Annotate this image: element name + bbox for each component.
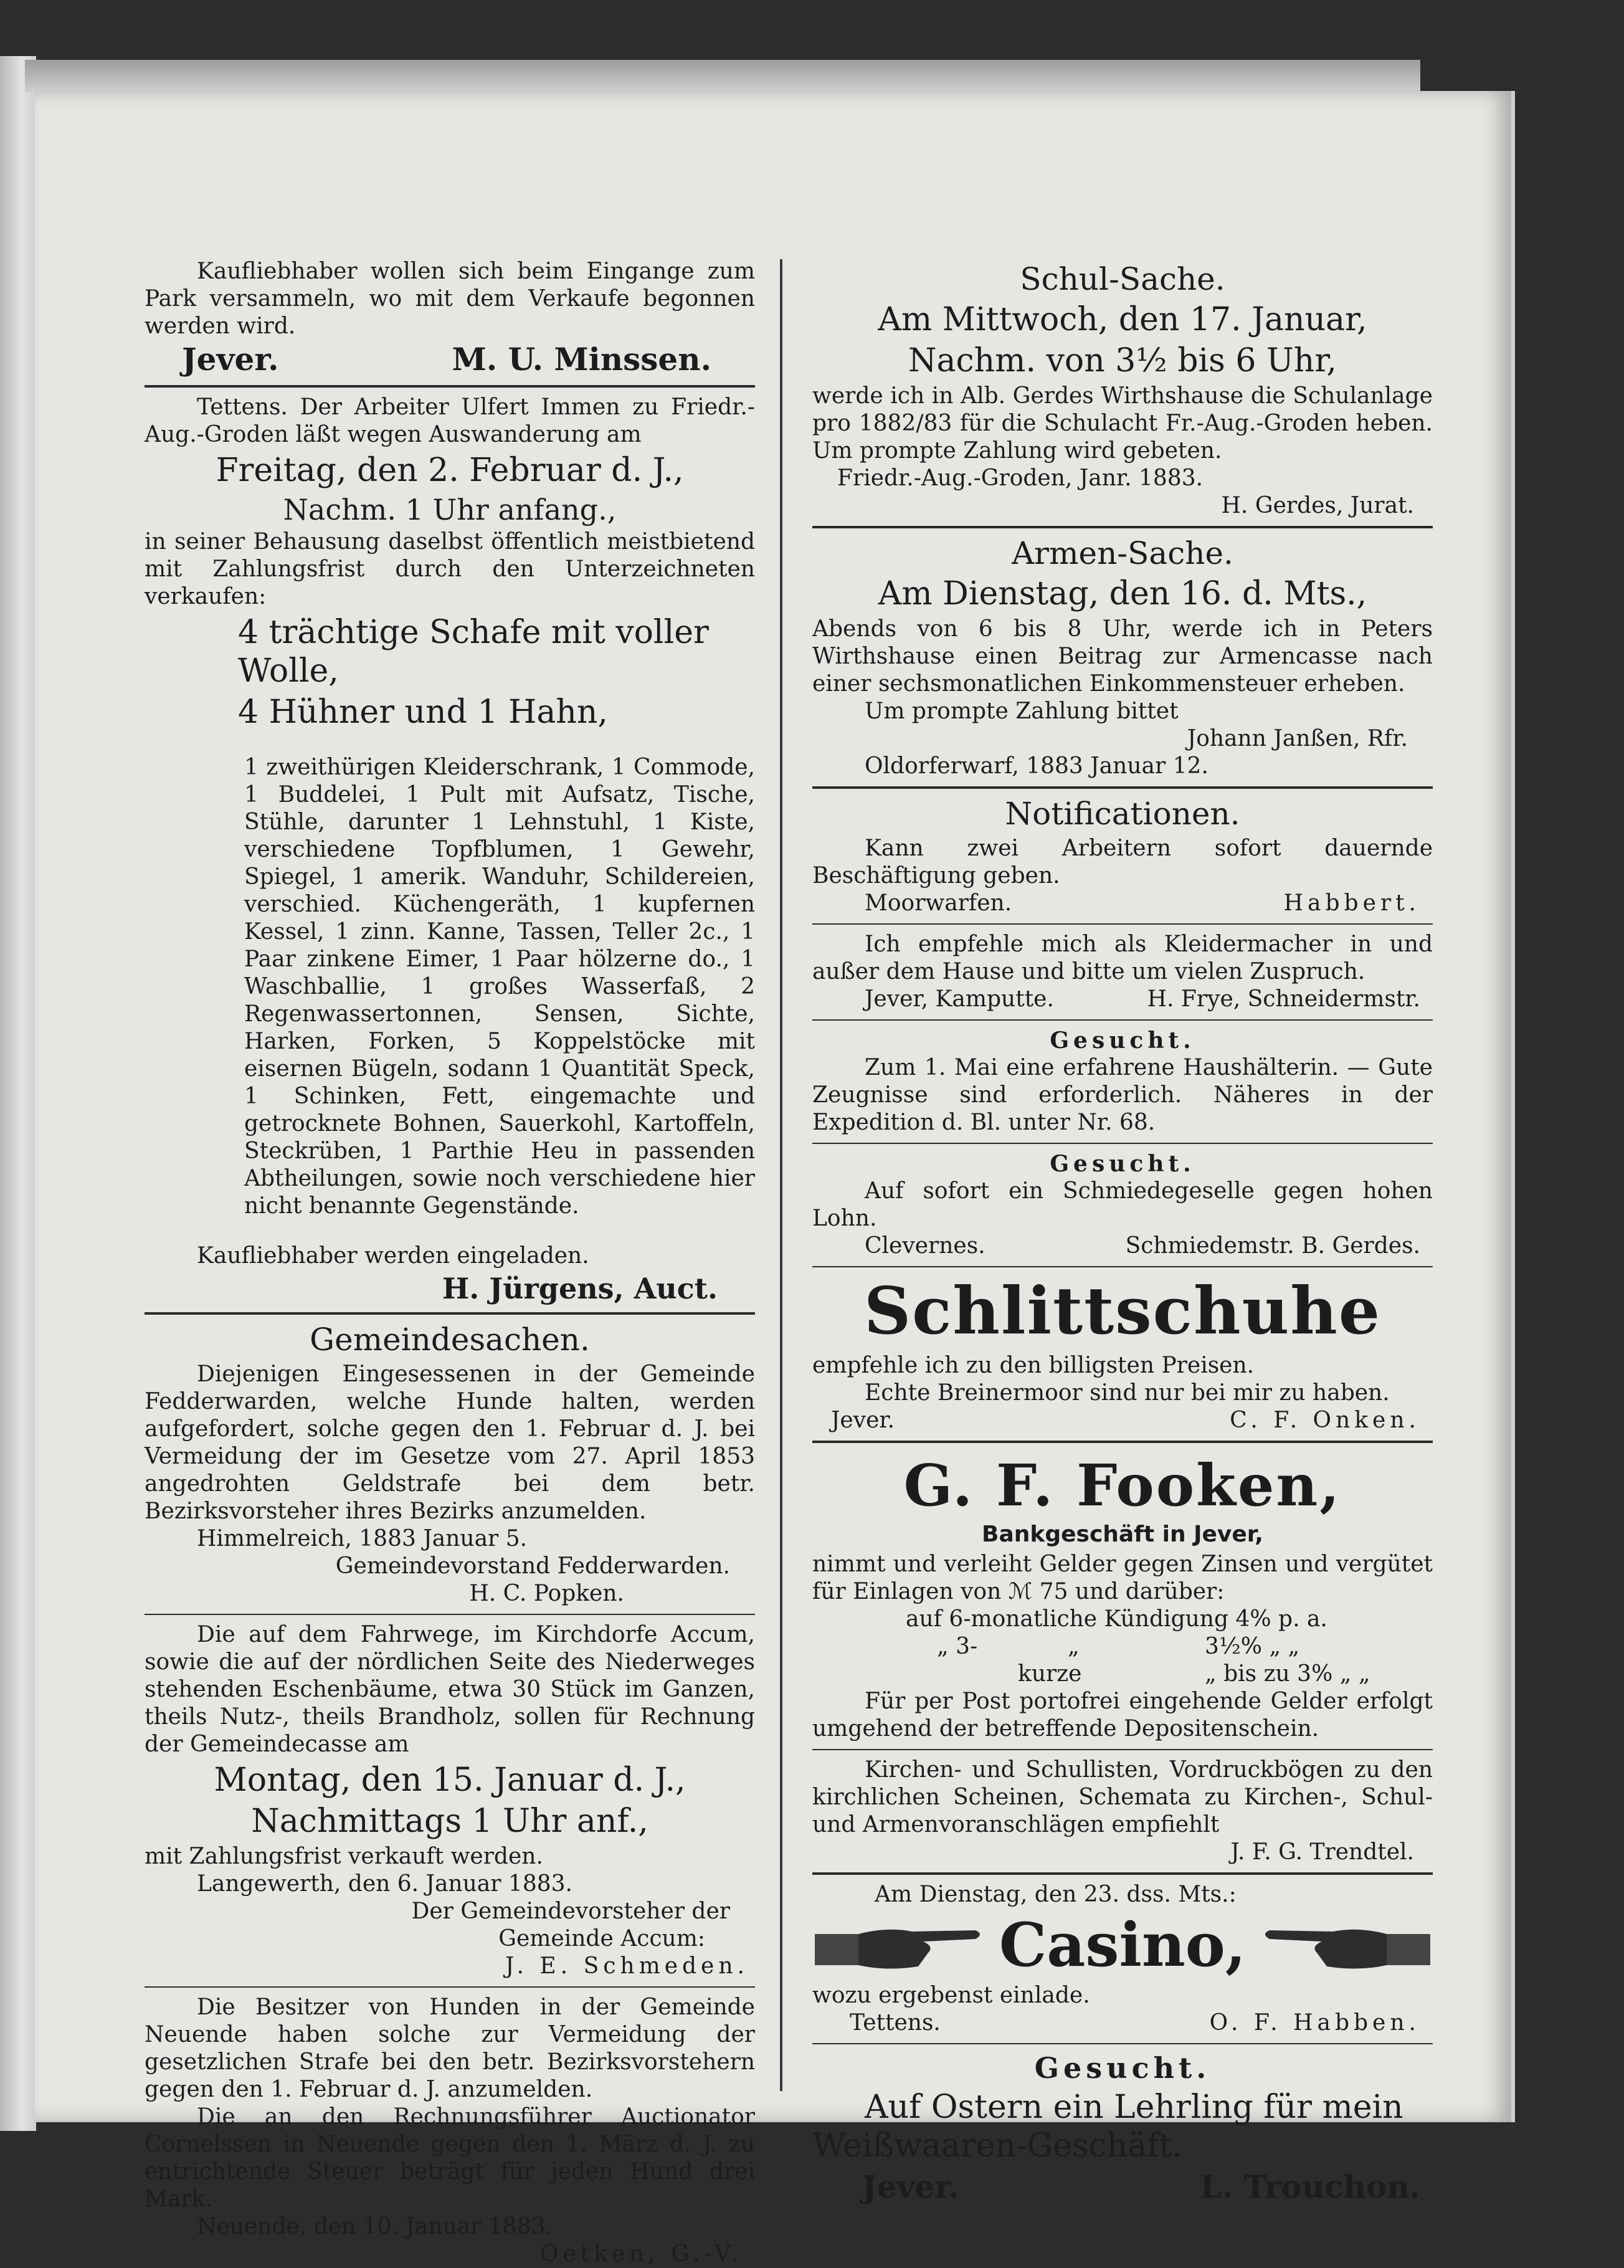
- rate-cell: „: [1068, 1634, 1080, 1659]
- casino-banner: [812, 1911, 1433, 1980]
- ad-time: Nachm. 1 Uhr anfang.,: [283, 493, 617, 526]
- left-column: [145, 258, 755, 2268]
- notice-signature: [812, 986, 1433, 1013]
- divider: [812, 1441, 1433, 1443]
- pointing-hand-left-icon: [1258, 1915, 1433, 1975]
- notice-text: Abends von 6 bis 8 Uhr, werde ich in Peters Wirthshause einen Beitrag zur Armencasse nach einer sechsmonatlichen Einkommensteuer erheben.: [812, 616, 1433, 697]
- signature-name: Habbert.: [1283, 890, 1420, 916]
- ad-item: 4 Hühner und 1 Hahn,: [238, 693, 608, 731]
- notice-signature: J. E. Schmeden.: [505, 1953, 749, 1979]
- notice-time: Nachmittags 1 Uhr anf.,: [251, 1803, 648, 1840]
- signature-place: Jever.: [862, 2168, 959, 2205]
- divider: [145, 385, 755, 388]
- ad-signature: H. Jürgens, Auct.: [442, 1272, 718, 1305]
- signature-place: Jever, Kamputte.: [865, 986, 1054, 1012]
- divider: [145, 1312, 755, 1315]
- notice-text: Die an den Rechnungsführer Auctionator Cornelssen in Neuende gegen den 1. März d. J. zu entrichtende Steuer beträgt für jeden Hund drei Mark.: [145, 2104, 755, 2212]
- ad-signature: [812, 2009, 1433, 2037]
- bank-subheading: Bankgeschäft in Jever,: [982, 1522, 1263, 1547]
- notice-signature: [812, 890, 1433, 917]
- notice-text: mit Zahlungsfrist verkauft werden.: [145, 1844, 543, 1869]
- notice-signature: Gemeinde Accum:: [498, 1926, 705, 1951]
- signature-name: H. Frye, Schneidermstr.: [1147, 986, 1420, 1012]
- pointing-hand-right-icon: [812, 1915, 987, 1975]
- divider: [812, 786, 1433, 789]
- ad-signature: [812, 1407, 1433, 1434]
- notice-dateline: Himmelreich, 1883 Januar 5.: [197, 1526, 528, 1551]
- ad-text: wozu ergebenst einlade.: [812, 1983, 1090, 2008]
- section-heading: Notificationen.: [1005, 796, 1240, 832]
- section-heading: Gemeindesachen.: [310, 1322, 590, 1358]
- ad-intro: Tettens. Der Arbeiter Ulfert Immen zu Friedr.-Aug.-Groden läßt wegen Auswanderung am: [145, 394, 755, 447]
- ad-headline: Schlittschuhe: [863, 1272, 1382, 1349]
- ad-item: 4 trächtige Schafe mit voller Wolle,: [238, 614, 709, 690]
- auction-signature: [145, 340, 755, 379]
- divider: [145, 1614, 755, 1615]
- ad-text: empfehle ich zu den billigsten Preisen.: [812, 1353, 1255, 1378]
- ad-heading: Gesucht.: [1034, 2051, 1211, 2085]
- rate-cell: „ bis zu 3% „ „: [1205, 1661, 1370, 1687]
- signature-name: L. Trouchon.: [1200, 2168, 1420, 2205]
- bank-text: nimmt und verleiht Gelder gegen Zinsen und vergütet für Einlagen von ℳ 75 und darüber:: [812, 1551, 1433, 1604]
- ad-text: Kirchen- und Schullisten, Vordruckbögen zu den kirchlichen Scheinen, Schemata zu Kirchen-, Schul- und Armenvoranschlägen empfiehlt: [812, 1757, 1433, 1837]
- notice-signature: H. Gerdes, Jurat.: [1221, 493, 1414, 518]
- notice-heading: Gesucht.: [1050, 1027, 1195, 1054]
- divider: [812, 2043, 1433, 2044]
- notice-dateline: Oldorferwarf, 1883 Januar 12.: [865, 753, 1209, 779]
- rate-cell: „ 3-: [937, 1634, 978, 1659]
- signature-place: Jever.: [831, 1408, 895, 1433]
- page-stack-edge: [25, 60, 1420, 92]
- notice-dateline: Neuende, den 10. Januar 1883.: [197, 2214, 553, 2239]
- notice-text: Zum 1. Mai eine erfahrene Haushälterin. — Gute Zeugnisse sind erforderlich. Näheres in der Expedition d. Bl. unter Nr. 68.: [812, 1055, 1433, 1135]
- signature-place: Clevernes.: [865, 1233, 985, 1259]
- notice-time: Nachm. von 3½ bis 6 Uhr,: [908, 342, 1337, 379]
- casino-dateline: Am Dienstag, den 23. dss. Mts.:: [875, 1882, 1237, 1907]
- divider: [145, 1986, 755, 1988]
- section-heading: Armen-Sache.: [1012, 535, 1233, 571]
- notice-date: Montag, den 15. Januar d. J.,: [214, 1761, 686, 1799]
- ad-item-list: 1 zweithürigen Kleiderschrank, 1 Commode, 1 Buddelei, 1 Pult mit Aufsatz, Tische, Stühle, darunter 1 Lehnstuhl, 1 Kiste, verschiedene Topfblumen, 1 Gewehr, Spiegel, 1 amerik. Wanduhr, Schildereien, verschied. Küchengeräth, 1 kupfernen Kessel, 1 zinn. Kanne, Tassen, Teller 2c., 1 Paar zinkene Eimer, 1 Paar hölzerne do., 1 Waschballie, 1 großes Wasserfaß, 2 Regenwassertonnen, Sensen, Sichte, Harken, Forken, 5 Koppelstöcke mit eisernen Bügeln, sodann 1 Quantität Speck, 1 Schinken, Fett, eingemachte und getrocknete Bohnen, Sauerkohl, Kartoffeln, Steckrüben, 1 Parthie Heu in passenden Abtheilungen, sowie noch verschiedene hier nicht benannte Gegenstände.: [244, 755, 755, 1219]
- signature-place: Jever.: [182, 341, 279, 378]
- right-column: [812, 258, 1433, 2206]
- notice-request: Um prompte Zahlung bittet: [865, 698, 1179, 724]
- bank-headline: G. F. Fooken,: [903, 1452, 1342, 1519]
- divider: [812, 1872, 1433, 1875]
- notice-text: Ich empfehle mich als Kleidermacher in und außer dem Hause und bitte um vielen Zuspruch.: [812, 932, 1433, 984]
- ad-date: Freitag, den 2. Februar d. J.,: [216, 452, 684, 489]
- bank-rate: [812, 1660, 1433, 1688]
- rate-cell: kurze: [1018, 1661, 1082, 1687]
- auction-note: Kaufliebhaber wollen sich beim Eingange zum Park versammeln, wo mit dem Verkaufe begonnen werden wird.: [145, 259, 755, 339]
- divider: [812, 923, 1433, 925]
- notice-date: Am Dienstag, den 16. d. Mts.,: [878, 575, 1367, 612]
- notice-dateline: Friedr.-Aug.-Groden, Janr. 1883.: [837, 465, 1204, 491]
- notice-heading: Gesucht.: [1050, 1151, 1195, 1177]
- notice-signature: [812, 1232, 1433, 1260]
- notice-date: Am Mittwoch, den 17. Januar,: [878, 301, 1367, 338]
- notice-text: werde ich in Alb. Gerdes Wirthshause die Schulanlage pro 1882/83 für die Schulacht Fr.-Aug.-Groden heben. Um prompte Zahlung wird gebeten.: [812, 383, 1433, 464]
- casino-headline: Casino,: [999, 1910, 1246, 1980]
- previous-page-edge: [0, 56, 36, 2131]
- notice-signature: Oetken, G.-V.: [539, 2241, 743, 2267]
- notice-dateline: Langewerth, den 6. Januar 1883.: [197, 1871, 572, 1897]
- notice-text: Die Besitzer von Hunden in der Gemeinde Neuende haben solche zur Vermeidung der gesetzlichen Strafe bei den betr. Bezirksvorstehern gegen den 1. Februar d. J. anzumelden.: [145, 1994, 755, 2102]
- divider: [812, 1749, 1433, 1750]
- notice-signature: Johann Janßen, Rfr.: [1187, 726, 1408, 751]
- signature-name: C. F. Onken.: [1230, 1408, 1420, 1433]
- divider: [812, 1266, 1433, 1267]
- section-heading: Schul-Sache.: [1020, 261, 1225, 297]
- signature-name: O. F. Habben.: [1209, 2010, 1420, 2036]
- notice-signature: Gemeindevorstand Fedderwarden.: [335, 1553, 730, 1579]
- ad-signature: [812, 2168, 1433, 2206]
- ad-signature: J. F. G. Trendtel.: [1230, 1839, 1414, 1865]
- divider: [812, 1143, 1433, 1144]
- notice-text: Kann zwei Arbeitern sofort dauernde Beschäftigung geben.: [812, 836, 1433, 889]
- notice-text: Auf sofort ein Schmiedegeselle gegen hohen Lohn.: [812, 1178, 1433, 1231]
- notice-text: Diejenigen Eingesessenen in der Gemeinde Fedderwarden, welche Hunde halten, werden aufgefordert, solche gegen den 1. Februar d. J. bei Vermeidung der im Gesetze vom 27. April 1853 angedrohten Geldstrafe bei dem betr. Bezirksvorsteher ihres Bezirks anzumelden.: [145, 1361, 755, 1524]
- newspaper-page: [35, 91, 1511, 2267]
- ad-text: in seiner Behausung daselbst öffentlich meistbietend mit Zahlungsfrist durch den Unterzeichneten verkaufen:: [145, 529, 755, 609]
- divider: [812, 1019, 1433, 1021]
- signature-name: M. U. Minssen.: [452, 341, 711, 378]
- notice-signature: H. C. Popken.: [469, 1581, 624, 1606]
- bank-rate: [812, 1633, 1433, 1660]
- signature-place: Tettens.: [850, 2010, 941, 2036]
- ad-text: Auf Ostern ein Lehrling für mein Weißwaaren-Geschäft.: [812, 2089, 1403, 2165]
- bank-text: Für per Post portofrei eingehende Gelder erfolgt umgehend der betreffende Depositenschein.: [812, 1689, 1433, 1742]
- notice-text: Die auf dem Fahrwege, im Kirchdorfe Accum, sowie die auf der nördlichen Seite des Niederweges stehenden Eschenbäume, etwa 30 Stück im Ganzen, theils Nutz-, theils Brandholz, sollen für Rechnung der Gemeindecasse am: [145, 1622, 755, 1757]
- notice-signature: Der Gemeindevorsteher der: [411, 1899, 730, 1924]
- ad-text: Echte Breinermoor sind nur bei mir zu haben.: [865, 1380, 1390, 1406]
- ad-closing: Kaufliebhaber werden eingeladen.: [197, 1243, 589, 1269]
- rate-cell: 3½% „ „: [1205, 1634, 1300, 1659]
- bank-rate: auf 6-monatliche Kündigung 4% p. a.: [906, 1606, 1327, 1632]
- divider: [812, 526, 1433, 528]
- signature-place: Moorwarfen.: [865, 890, 1012, 916]
- signature-name: Schmiedemstr. B. Gerdes.: [1125, 1233, 1420, 1259]
- column-divider: [780, 259, 782, 2091]
